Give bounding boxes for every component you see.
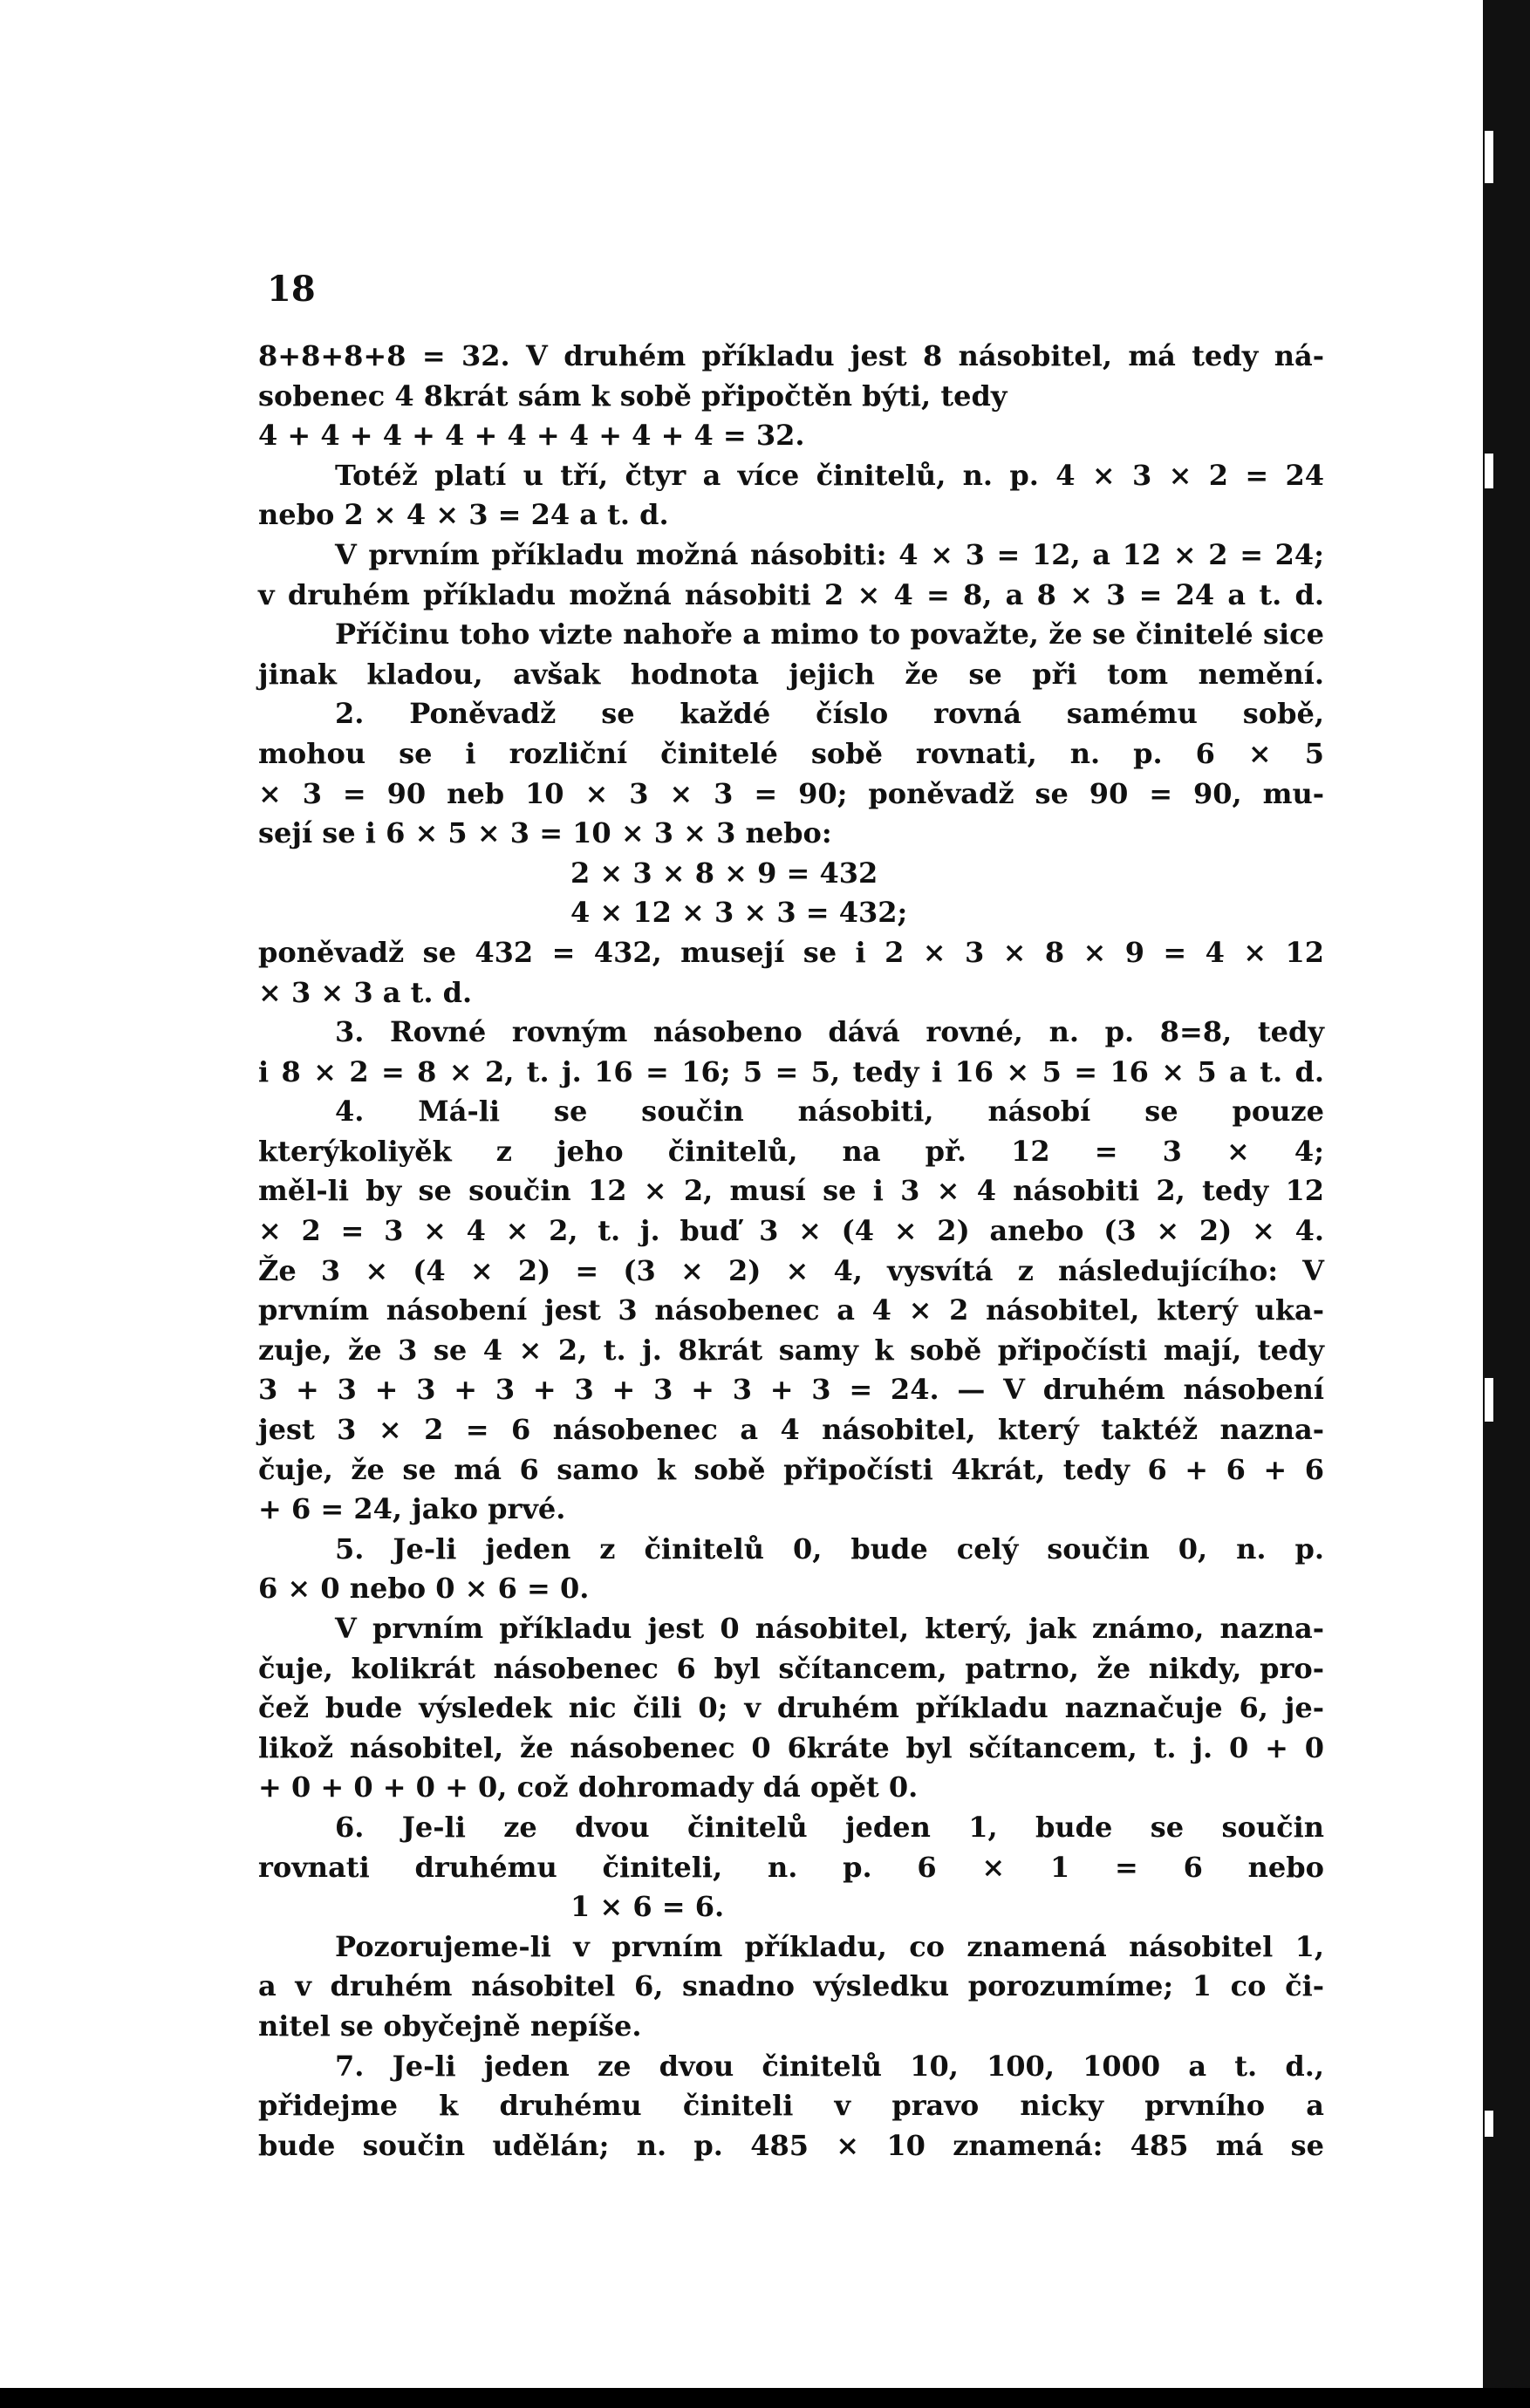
- text-line: i 8 × 2 = 8 × 2, t. j. 16 = 16; 5 = 5, tedy i 16 × 5 = 16 × 5 a t. d.: [258, 1054, 1324, 1088]
- text-line: + 0 + 0 + 0 + 0, což dohromady dá opět 0.: [258, 1770, 919, 1804]
- scan-border-bottom: [0, 2388, 1530, 2408]
- scan-border-right: [1483, 0, 1530, 2408]
- scan-artifact: [1485, 2111, 1493, 2137]
- text-line: prvním násobení jest 3 násobenec a 4 × 2 násobitel, který uka-: [258, 1293, 1324, 1327]
- text-line: Že 3 × (4 × 2) = (3 × 2) × 4, vysvítá z následujícího: V: [258, 1253, 1324, 1287]
- equation-line: 4 × 12 × 3 × 3 = 432;: [570, 896, 908, 930]
- scan-artifact: [1485, 1378, 1493, 1422]
- text-line: poněvadž se 432 = 432, musejí se i 2 × 3 × 8 × 9 = 4 × 12: [258, 935, 1324, 969]
- text-line: měl-li by se součin 12 × 2, musí se i 3 × 4 násobiti 2, tedy 12: [258, 1174, 1324, 1208]
- page-text: [258, 337, 1324, 2166]
- text-line: × 3 = 90 neb 10 × 3 × 3 = 90; poněvadž se 90 = 90, mu-: [258, 776, 1324, 810]
- text-line: čuje, kolikrát násobenec 6 byl sčítancem, patrno, že nikdy, pro-: [258, 1651, 1324, 1685]
- text-line: jest 3 × 2 = 6 násobenec a 4 násobitel, který taktéž nazna-: [258, 1413, 1324, 1447]
- text-line: čuje, že se má 6 samo k sobě připočísti 4krát, tedy 6 + 6 + 6: [258, 1452, 1324, 1486]
- text-line: 2. Poněvadž se každé číslo rovná samému sobě,: [335, 697, 1324, 731]
- text-line: nebo 2 × 4 × 3 = 24 a t. d.: [258, 498, 669, 532]
- text-line: a v druhém násobitel 6, snadno výsledku porozumíme; 1 co či-: [258, 1969, 1324, 2003]
- text-line: 3. Rovné rovným násobeno dává rovné, n. p. 8=8, tedy: [335, 1015, 1324, 1049]
- text-line: rovnati druhému činiteli, n. p. 6 × 1 = 6 nebo: [258, 1850, 1324, 1884]
- text-line: 5. Je-li jeden z činitelů 0, bude celý součin 0, n. p.: [335, 1531, 1324, 1566]
- text-line: × 2 = 3 × 4 × 2, t. j. buď 3 × (4 × 2) anebo (3 × 2) × 4.: [258, 1214, 1324, 1248]
- text-line: 4 + 4 + 4 + 4 + 4 + 4 + 4 + 4 = 32.: [258, 419, 805, 453]
- text-line: nitel se obyčejně nepíše.: [258, 2009, 642, 2043]
- text-line: zuje, že 3 se 4 × 2, t. j. 8krát samy k sobě připočísti mají, tedy: [258, 1333, 1324, 1367]
- text-line: 6 × 0 nebo 0 × 6 = 0.: [258, 1572, 590, 1606]
- text-line: 4. Má-li se součin násobiti, násobí se pouze: [335, 1095, 1324, 1129]
- text-line: kterýkoliyěk z jeho činitelů, na př. 12 = 3 × 4;: [258, 1134, 1324, 1168]
- text-line: sejí se i 6 × 5 × 3 = 10 × 3 × 3 nebo:: [258, 816, 832, 850]
- text-line: Příčinu toho vizte nahoře a mimo to považte, že se činitelé sice: [335, 617, 1324, 651]
- text-line: mohou se i rozliční činitelé sobě rovnati, n. p. 6 × 5: [258, 736, 1324, 770]
- text-line: 8+8+8+8 = 32. V druhém příkladu jest 8 násobitel, má tedy ná-: [258, 339, 1324, 372]
- page-number: 18: [267, 269, 316, 310]
- scan-artifact: [1485, 454, 1493, 488]
- equation-line: 2 × 3 × 8 × 9 = 432: [570, 856, 878, 890]
- text-line: jinak kladou, avšak hodnota jejich že se při tom nemění.: [258, 657, 1324, 691]
- text-line: V prvním příkladu možná násobiti: 4 × 3 = 12, a 12 × 2 = 24;: [335, 537, 1324, 571]
- text-line: přidejme k druhému činiteli v pravo nicky prvního a: [258, 2089, 1324, 2123]
- text-line: Totéž platí u tří, čtyr a více činitelů, n. p. 4 × 3 × 2 = 24: [335, 458, 1324, 492]
- equation-line: 1 × 6 = 6.: [570, 1890, 725, 1924]
- text-line: + 6 = 24, jako prvé.: [258, 1492, 566, 1526]
- text-line: likož násobitel, že násobenec 0 6kráte byl sčítancem, t. j. 0 + 0: [258, 1730, 1324, 1764]
- text-line: sobenec 4 8krát sám k sobě připočtěn býti, tedy: [258, 379, 1007, 413]
- text-line: Pozorujeme-li v prvním příkladu, co znamená násobitel 1,: [335, 1929, 1324, 1963]
- text-line: V prvním příkladu jest 0 násobitel, který, jak známo, nazna-: [335, 1612, 1324, 1645]
- text-line: čež bude výsledek nic čili 0; v druhém příkladu naznačuje 6, je-: [258, 1691, 1324, 1725]
- text-line: 3 + 3 + 3 + 3 + 3 + 3 + 3 + 3 = 24. — V druhém násobení: [258, 1373, 1324, 1407]
- text-line: 7. Je-li jeden ze dvou činitelů 10, 100, 1000 a t. d.,: [335, 2049, 1324, 2083]
- text-line: × 3 × 3 a t. d.: [258, 975, 473, 1009]
- scan-artifact: [1485, 131, 1493, 183]
- text-line: v druhém příkladu možná násobiti 2 × 4 = 8, a 8 × 3 = 24 a t. d.: [258, 577, 1324, 611]
- text-line: 6. Je-li ze dvou činitelů jeden 1, bude se součin: [335, 1810, 1324, 1844]
- text-line: bude součin udělán; n. p. 485 × 10 znamená: 485 má se: [258, 2128, 1324, 2162]
